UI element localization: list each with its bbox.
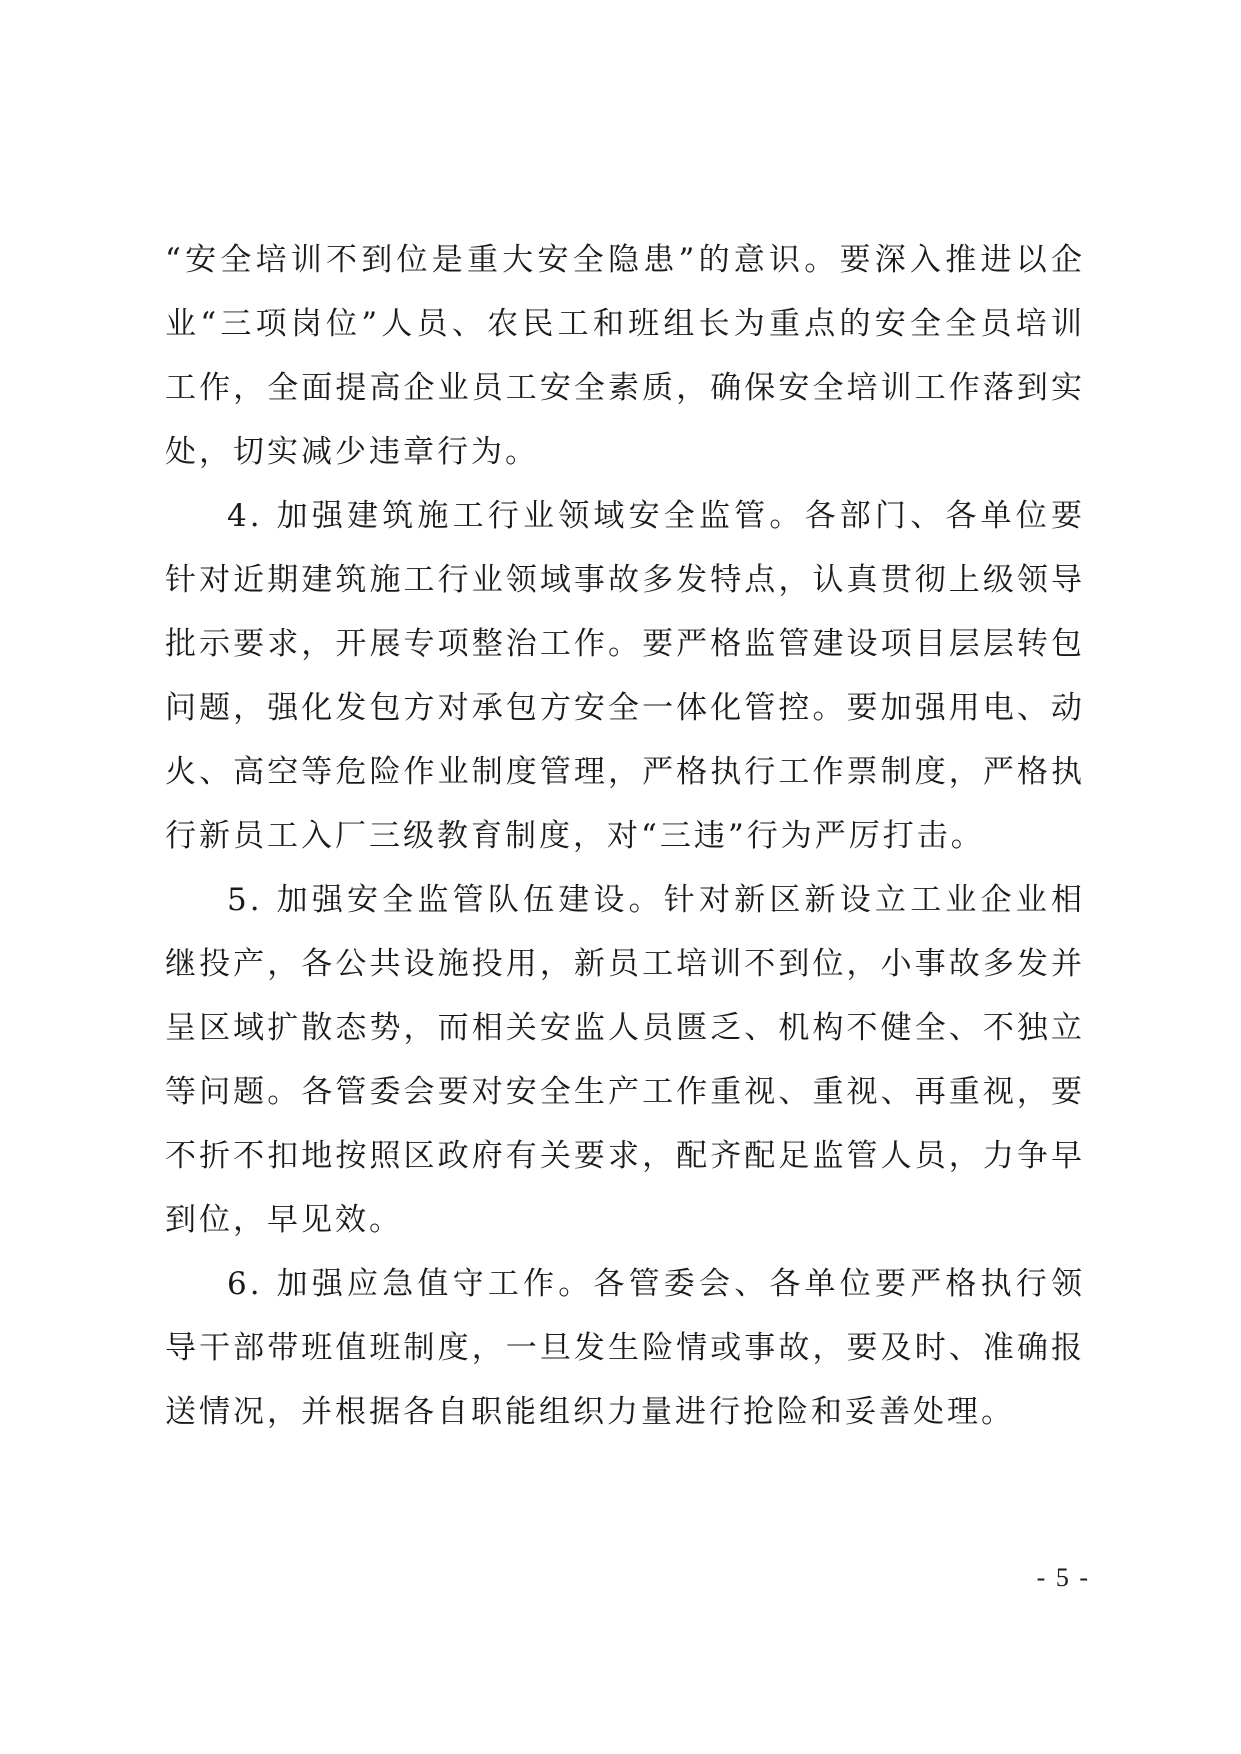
paragraph-item-4: 4. 加强建筑施工行业领域安全监管。各部门、各单位要针对近期建筑施工行业领域事故多发特点，认真贯彻上级领导批示要求，开展专项整治工作。要严格监管建设项目层层转包问题，强化发包方对承包方安全一体化管控。要加强用电、动火、高空等危险作业制度管理，严格执行工作票制度，严格执行新员工入厂三级教育制度，对“三违”行为严厉打击。: [165, 498, 1085, 854]
paragraph-item-5: 5. 加强安全监管队伍建设。针对新区新设立工业企业相继投产，各公共设施投用，新员工培训不到位，小事故多发并呈区域扩散态势，而相关安监人员匮乏、机构不健全、不独立等问题。各管委会要对安全生产工作重视、重视、再重视，要不折不扣地按照区政府有关要求，配齐配足监管人员，力争早到位，早见效。: [165, 882, 1085, 1238]
body-text: [165, 228, 1085, 1444]
paragraph-continued: “安全培训不到位是重大安全隐患”的意识。要深入推进以企业“三项岗位”人员、农民工和班组长为重点的安全全员培训工作，全面提高企业员工安全素质，确保安全培训工作落到实处，切实减少违章行为。: [165, 242, 1085, 470]
paragraph-item-6: 6. 加强应急值守工作。各管委会、各单位要严格执行领导干部带班值班制度，一旦发生险情或事故，要及时、准确报送情况，并根据各自职能组织力量进行抢险和妥善处理。: [165, 1266, 1085, 1430]
page-number: - 5 -: [1036, 1563, 1090, 1592]
